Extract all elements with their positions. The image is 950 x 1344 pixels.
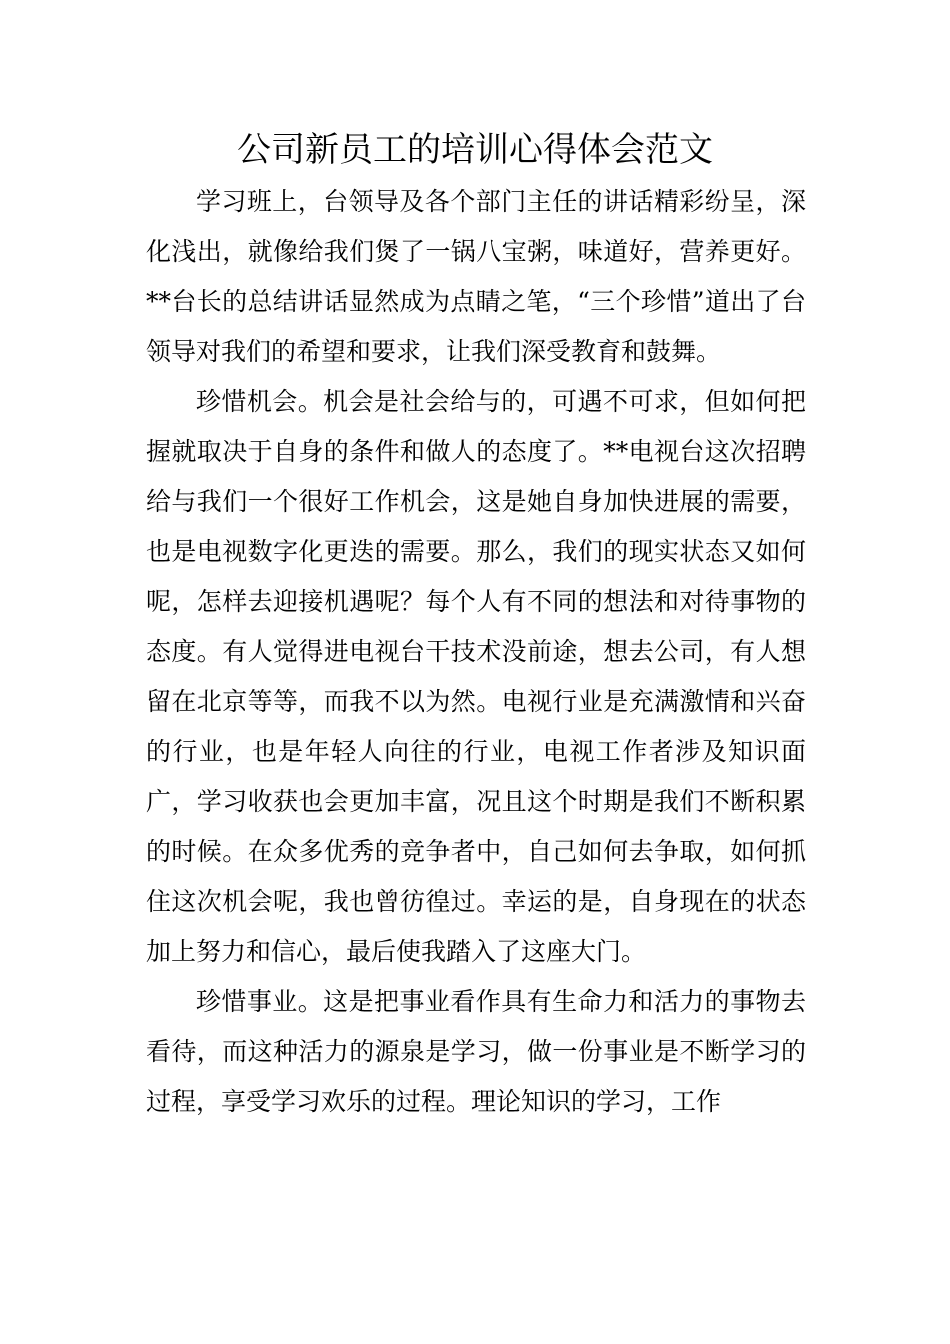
document-title: 公司新员工的培训心得体会范文 [237,130,713,170]
paragraph: 珍惜事业。这是把事业看作具有生命力和活力的事物去看待，而这种活力的源泉是学习，做一份事业是不断学习的过程，享受学习欢乐的过程。理论知识的学习，工作 [146,987,806,1116]
paragraph: 学习班上，台领导及各个部门主任的讲话精彩纷呈，深化浅出，就像给我们煲了一锅八宝粥，味道好，营养更好。**台长的总结讲话显然成为点睛之笔，“三个珍惜”道出了台领导对我们的希望和要求，让我们深受教育和鼓舞。 [146,187,806,366]
paragraph: 珍惜机会。机会是社会给与的，可遇不可求，但如何把握就取决于自身的条件和做人的态度了。**电视台这次招聘给与我们一个很好工作机会，这是她自身加快进展的需要，也是电视数字化更迭的需要。那么，我们的现实状态又如何呢，怎样去迎接机遇呢？每个人有不同的想法和对待事物的态度。有人觉得进电视台干技术没前途，想去公司，有人想留在北京等等，而我不以为然。电视行业是充满激情和兴奋的行业，也是年轻人向往的行业，电视工作者涉及知识面广，学习收获也会更加丰富，况且这个时期是我们不断积累的时候。在众多优秀的竞争者中，自己如何去争取，如何抓住这次机会呢，我也曾彷徨过。幸运的是，自身现在的状态加上努力和信心，最后使我踏入了这座大门。 [146,387,806,966]
document-body [146,177,806,1127]
